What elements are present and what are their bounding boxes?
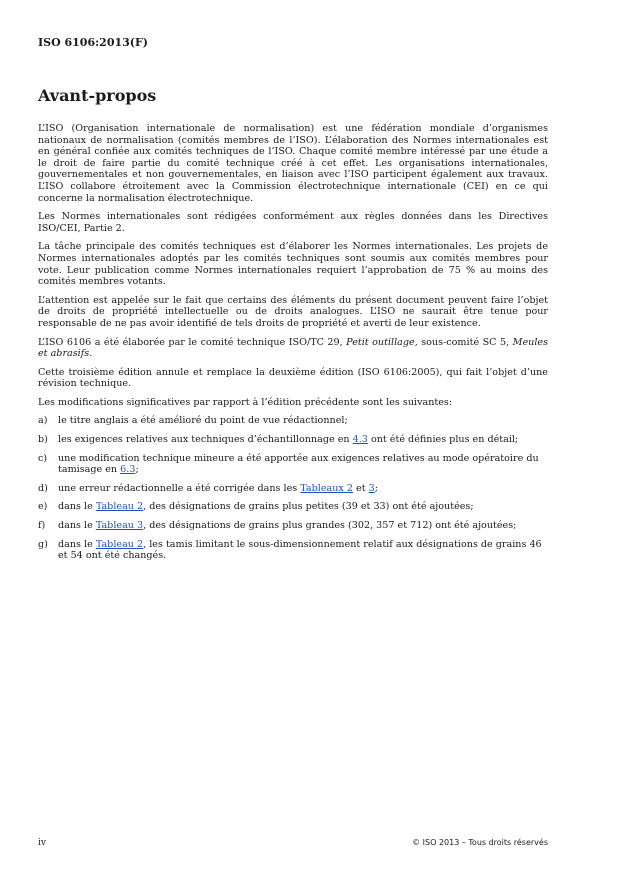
prepared-by-text-2: , sous-comité SC 5, — [414, 336, 513, 348]
paragraph-prepared-by — [38, 337, 548, 360]
list-item — [38, 453, 548, 476]
document-id-header: ISO 6106:2013(F) — [38, 36, 149, 49]
list-item-text: dans le — [58, 520, 96, 532]
changes-list — [38, 415, 548, 561]
link-tableau-2[interactable]: Tableau 2 — [95, 501, 144, 513]
link-tableau-3[interactable]: Tableau 3 — [95, 520, 144, 532]
copyright-notice: © ISO 2013 – Tous droits réservés — [412, 838, 548, 847]
paragraph-directives: Les Normes internationales sont rédigées conformément aux règles données dans les Directives ISO/CEI, Partie 2. — [38, 211, 548, 234]
list-item-text: , des désignations de grains plus petites (39 et 33) ont été ajoutées; — [143, 501, 474, 513]
link-clause-4-3[interactable]: 4.3 — [352, 434, 368, 446]
paragraph-committees: La tâche principale des comités techniques est d’élaborer les Normes internationales. Les projets de Normes internationales adoptés par les comités techniques sont soumis aux comités membres pour vote. Leur publication comme Normes internationales requiert l’approbation de 75 % au moins des comités membres votants. — [38, 241, 548, 288]
page-title: Avant-propos — [38, 86, 157, 105]
paragraph-changes-intro: Les modifications significatives par rapport à l’édition précédente sont les suivantes: — [38, 396, 453, 408]
list-item-label: g) — [38, 538, 48, 550]
list-item-text: le titre anglais a été amélioré du point de vue rédactionnel; — [58, 415, 348, 427]
link-tableau-2[interactable]: Tableau 2 — [95, 538, 144, 550]
list-item-text: ; — [374, 482, 378, 494]
list-item-text: , des désignations de grains plus grandes (302, 357 et 712) ont été ajoutées; — [143, 520, 517, 532]
list-item-label: a) — [38, 415, 48, 427]
prepared-by-text-1: L’ISO 6106 a été élaborée par le comité technique ISO/TC 29, — [38, 336, 347, 348]
list-item — [38, 415, 548, 427]
paragraph-patent-rights: L’attention est appelée sur le fait que certains des éléments du présent document peuvent faire l’objet de droits de propriété intellectuelle ou de droits analogues. L’ISO ne saurait être tenue pour responsable de ne pas avoir identifié de tels droits de propriété et averti de leur existence. — [38, 294, 548, 329]
list-item — [38, 483, 548, 495]
paragraph-edition: Cette troisième édition annule et remplace la deuxième édition (ISO 6106:2005), qui fait l’objet d’une révision technique. — [38, 366, 548, 390]
prepared-by-subcommittee-title: Meules et abrasifs — [38, 336, 549, 360]
list-item-text: une erreur rédactionnelle a été corrigée dans les — [58, 482, 301, 494]
foreword-body — [38, 123, 548, 569]
list-item-label: c) — [38, 452, 48, 464]
list-item — [38, 520, 548, 532]
list-item-text: dans le — [58, 501, 96, 513]
list-item-text: dans le — [58, 538, 96, 550]
list-item — [38, 434, 548, 446]
prepared-by-committee-title: Petit outillage — [346, 336, 415, 348]
list-item-text: ; — [135, 464, 139, 476]
list-item — [38, 539, 548, 562]
link-tableaux-2[interactable]: Tableaux 2 — [300, 482, 353, 494]
list-item-label: f) — [38, 520, 46, 532]
link-tableau-3[interactable]: 3 — [368, 482, 375, 494]
list-item-text: ont été définies plus en détail; — [367, 434, 519, 446]
page-number: iv — [38, 838, 46, 848]
list-item-label: e) — [38, 501, 48, 513]
list-item-label: b) — [38, 434, 48, 446]
list-item-label: d) — [38, 482, 48, 494]
link-clause-6-3[interactable]: 6.3 — [120, 464, 136, 476]
list-item-text: , les tamis limitant le sous-dimensionnement relatif aux désignations de grains 46 et 54 ont été changés. — [58, 538, 542, 562]
prepared-by-text-3: . — [89, 348, 93, 360]
list-item-text: les exigences relatives aux techniques d’échantillonnage en — [58, 434, 353, 446]
list-item-text: et — [352, 482, 369, 494]
list-item-text: une modification technique mineure a été apportée aux exigences relatives au mode opératoire du tamisage en — [58, 452, 539, 476]
paragraph-iso-intro: L’ISO (Organisation internationale de normalisation) est une fédération mondiale d’organismes nationaux de normalisation (comités membres de l’ISO). L’élaboration des Normes internationales est en général confiée aux comités techniques de l’ISO. Chaque comité membre intéressé par une étude a le droit de faire partie du comité technique créé à cet effet. Les organisations internationales, gouvernementales et non gouvernementales, en liaison avec l’ISO participent également aux travaux. L’ISO collabore étroitement avec la Commission électrotechnique internationale (CEI) en ce qui concerne la normalisation électrotechnique. — [38, 123, 548, 204]
list-item — [38, 501, 548, 513]
